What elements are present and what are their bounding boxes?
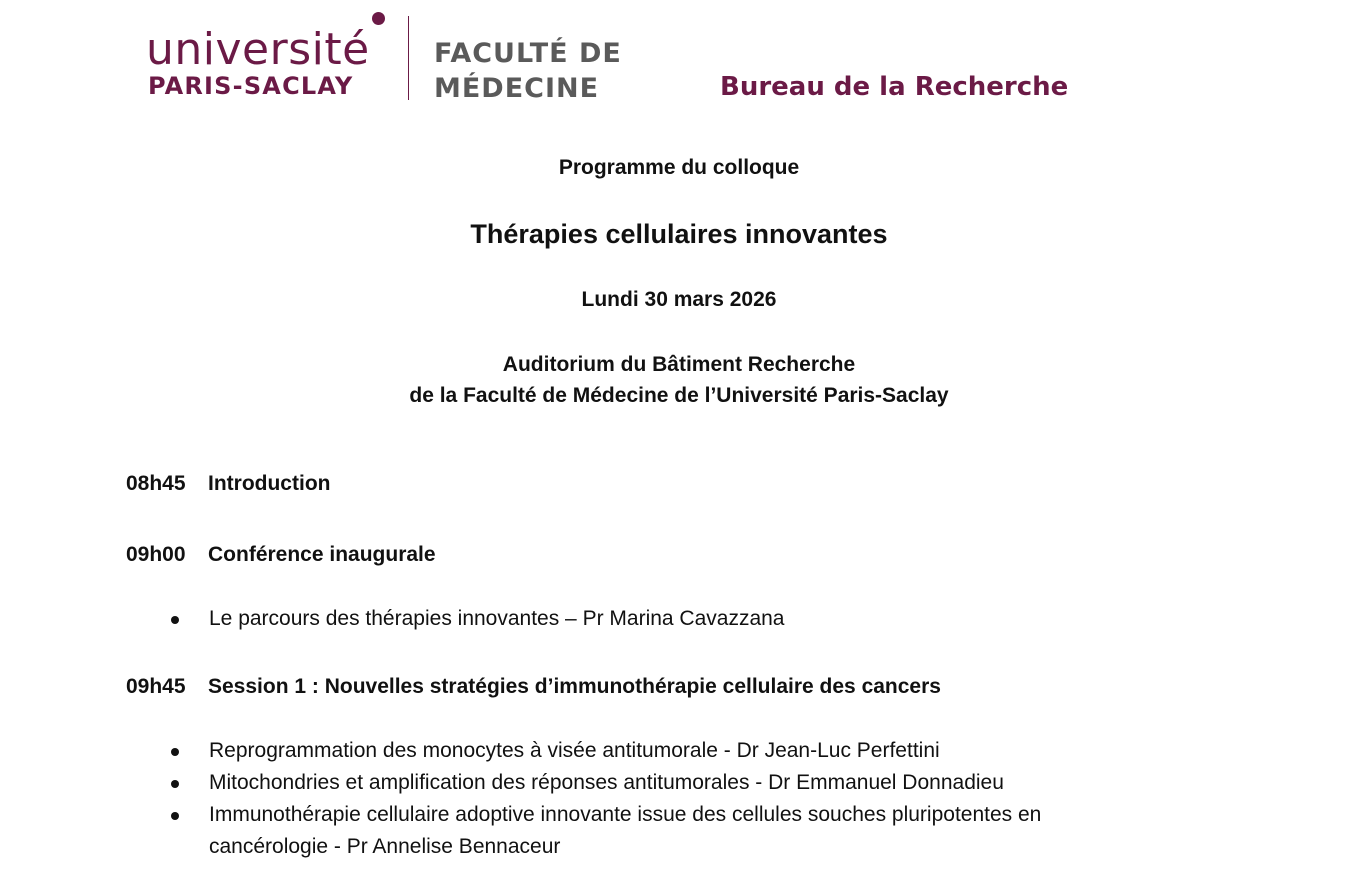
event-title: Thérapies cellulaires innovantes bbox=[470, 219, 888, 249]
talk-item bbox=[166, 735, 1149, 767]
talk-item bbox=[166, 767, 1149, 799]
talk-item bbox=[166, 799, 1149, 863]
logo-divider bbox=[408, 16, 409, 100]
talk-text: Mitochondries et amplification des réponses antitumorales - Dr Emmanuel Donnadieu bbox=[209, 771, 1004, 794]
logo-paris-saclay-text: PARIS-SACLAY bbox=[148, 72, 354, 100]
schedule-slot-session-1 bbox=[126, 675, 941, 699]
slot-time: 09h00 bbox=[126, 543, 186, 566]
venue-line-2: de la Faculté de Médecine de l’Université Paris-Saclay bbox=[409, 384, 949, 407]
bureau-heading: Bureau de la Recherche bbox=[720, 72, 1069, 102]
event-date: Lundi 30 mars 2026 bbox=[581, 288, 777, 311]
bullet-icon bbox=[171, 616, 179, 624]
conference-talk-list bbox=[166, 603, 1149, 635]
session-1-talk-list bbox=[166, 735, 1149, 863]
logo-universite-text: université bbox=[146, 24, 370, 75]
talk-text: Reprogrammation des monocytes à visée antitumorale - Dr Jean-Luc Perfettini bbox=[209, 739, 940, 762]
logo-faculte-text bbox=[434, 36, 622, 106]
slot-label: Session 1 : Nouvelles stratégies d’immunothérapie cellulaire des cancers bbox=[208, 675, 941, 698]
talk-text: Le parcours des thérapies innovantes – Pr Marina Cavazzana bbox=[209, 607, 785, 630]
logo-dot-icon bbox=[372, 12, 385, 25]
venue-line-1: Auditorium du Bâtiment Recherche bbox=[502, 353, 856, 376]
slot-label: Conférence inaugurale bbox=[208, 543, 436, 566]
bullet-icon bbox=[171, 780, 179, 788]
schedule-slot-conference bbox=[126, 543, 436, 567]
bullet-icon bbox=[171, 748, 179, 756]
slot-time: 08h45 bbox=[126, 472, 186, 495]
talk-item bbox=[166, 603, 1149, 635]
programme-heading: Programme du colloque bbox=[558, 156, 800, 179]
logo-faculte-line2: MÉDECINE bbox=[434, 73, 600, 104]
talk-text: Immunothérapie cellulaire adoptive innovante issue des cellules souches pluripotentes en cancérologie - Pr Annelise Bennaceur bbox=[209, 803, 1042, 858]
schedule-slot-introduction bbox=[126, 472, 330, 496]
event-venue bbox=[0, 349, 1358, 411]
bullet-icon bbox=[171, 812, 179, 820]
slot-time: 09h45 bbox=[126, 675, 186, 698]
logo-faculte-line1: FACULTÉ DE bbox=[434, 38, 622, 69]
slot-label: Introduction bbox=[208, 472, 331, 495]
